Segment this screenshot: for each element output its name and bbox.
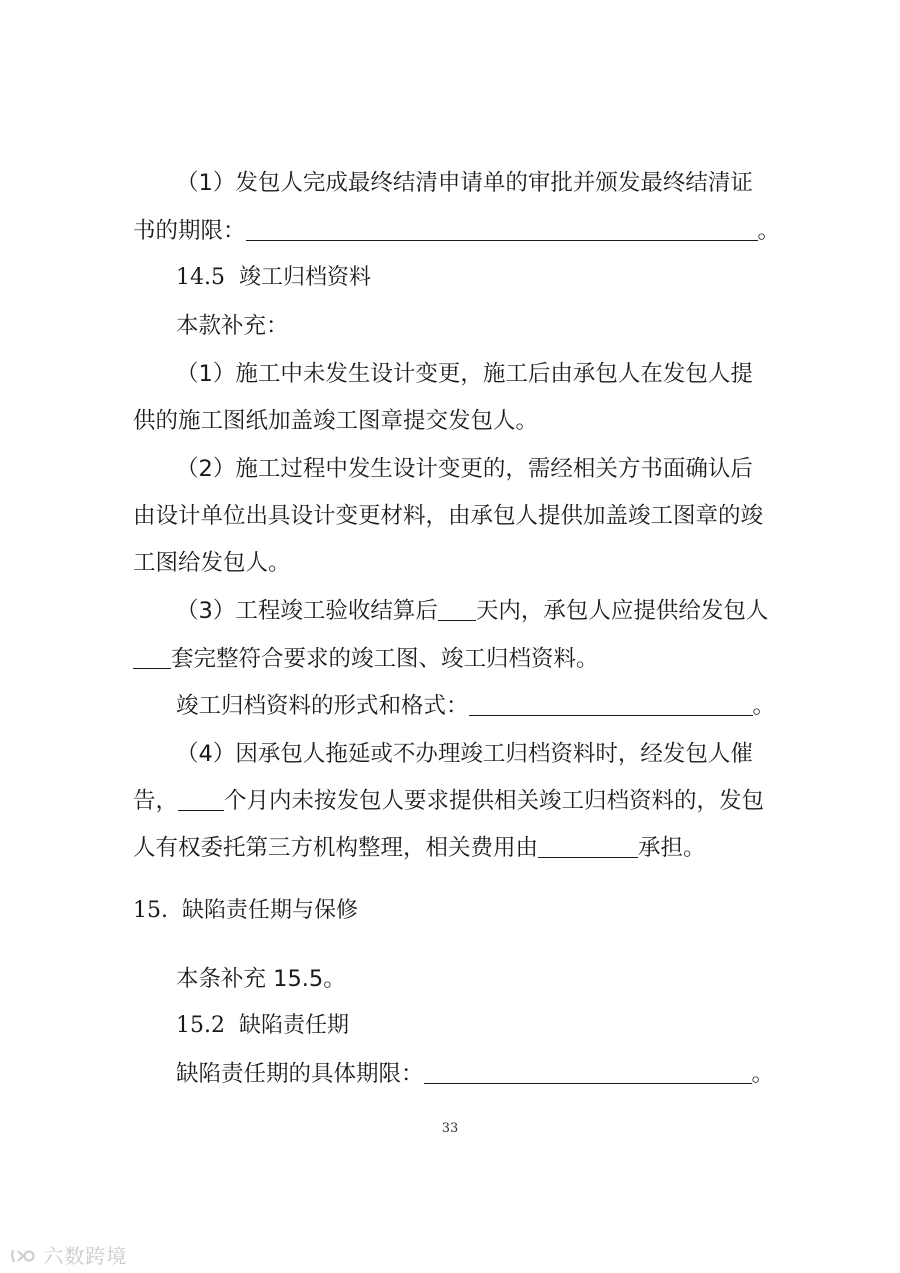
clause-3-line-2: 由设计单位出具设计变更材料，由承包人提供加盖竣工图章的竣 [133,503,764,529]
fill-blank-days[interactable] [438,598,476,621]
watermark-logo-icon [10,1246,36,1266]
clause-2-line-1: （1）施工中未发生设计变更，施工后由承包人在发包人提 [176,361,753,387]
fill-blank-defect-period[interactable] [424,1061,752,1084]
fill-blank-sets[interactable] [133,646,171,669]
archive-format-line: 竣工归档资料的形式和格式： 。 [176,693,776,719]
clause-5-line-1: （4）因承包人拖延或不办理竣工归档资料时，经发包人催 [176,741,753,767]
section-15-supplement: 本条补充 15.5。 [176,966,346,992]
clause-4-line-2: 套完整符合要求的竣工图、竣工归档资料。 [133,643,599,675]
section-heading-15: 15. 缺陷责任期与保修 [133,898,359,923]
fill-blank-party[interactable] [538,835,638,858]
section-heading-15-2: 15.2 缺陷责任期 [176,1013,349,1038]
clause-3-line-1: （2）施工过程中发生设计变更的，需经相关方书面确认后 [176,456,753,482]
clause-5-line-3: 人有权委托第三方机构整理，相关费用由 承担。 [133,835,706,861]
fill-blank-months[interactable] [178,788,224,811]
clause-2-line-2: 供的施工图纸加盖竣工图章提交发包人。 [133,408,539,434]
defect-period-line: 缺陷责任期的具体期限： 。 [176,1061,775,1087]
clause-4-line-1: （3）工程竣工验收结算后 天内，承包人应提供给发包人 [176,598,769,624]
watermark: 六数跨境 [10,1240,127,1269]
page-number: 33 [441,1121,459,1136]
clause-3-line-3: 工图给发包人。 [133,550,291,576]
supplement-label: 本款补充： [176,313,289,339]
fill-blank-format[interactable] [469,693,753,716]
section-heading-14-5: 14.5 竣工归档资料 [176,265,371,290]
fill-blank[interactable] [246,218,758,241]
clause-5-line-2: 告， 个月内未按发包人要求提供相关竣工归档资料的，发包 [133,788,765,814]
clause-1-line-1: （1）发包人完成最终结清申请单的审批并颁发最终结清证 [176,170,753,196]
clause-1-line-2: 书的期限： 。 [133,218,781,244]
